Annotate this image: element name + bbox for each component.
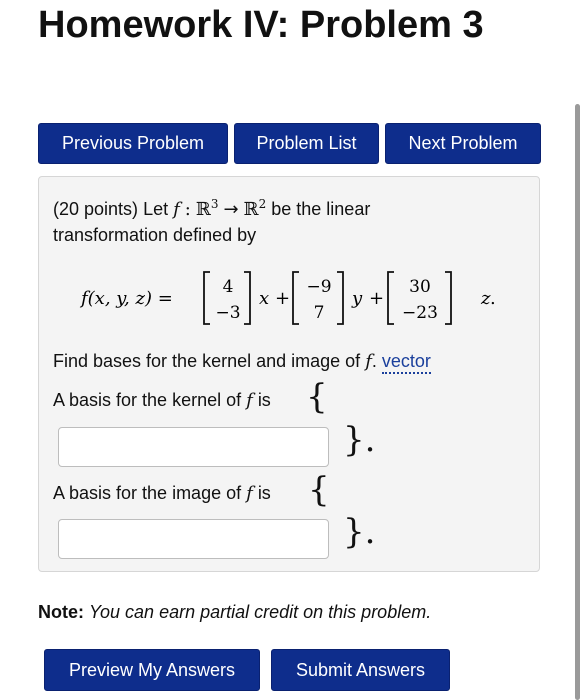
kernel-close-brace: }.: [343, 420, 376, 460]
function-symbol: f: [173, 199, 180, 220]
problem-intro-line-2: transformation defined by: [53, 225, 257, 245]
image-label-text: A basis for the image of: [53, 483, 242, 503]
problem-list-button[interactable]: Problem List: [234, 123, 379, 164]
image-open-brace: {: [308, 470, 330, 510]
vector-2-variable: y: [352, 288, 363, 309]
image-basis-input[interactable]: [58, 519, 329, 559]
find-bases-text: Find bases for the kernel and image of: [53, 351, 361, 371]
transformation-formula: [39, 262, 539, 332]
find-bases-instruction: [53, 351, 431, 372]
page-title: Homework IV: Problem 3: [38, 4, 484, 46]
problem-points: (20 points): [53, 199, 139, 219]
codomain-set: ℝ$^2$: [243, 197, 267, 220]
image-function-symbol: f: [246, 483, 253, 504]
image-close-brace: }.: [343, 512, 376, 552]
vector-help-link[interactable]: vector: [382, 351, 431, 374]
find-function-symbol: f: [365, 351, 372, 372]
problem-intro-line-1: [53, 197, 370, 220]
arrow-symbol: →: [223, 199, 239, 220]
kernel-is-word: is: [257, 390, 271, 410]
note-label: Note:: [38, 602, 84, 622]
submit-answers-button[interactable]: Submit Answers: [271, 649, 450, 691]
formula-lhs: f(x, y, z) =: [81, 288, 173, 309]
formula-end-dot: .: [490, 288, 496, 309]
problem-panel: [38, 176, 540, 572]
domain-set: ℝ$^3$: [195, 197, 219, 220]
kernel-function-symbol: f: [246, 390, 253, 411]
let-word: Let: [143, 199, 169, 219]
vector-2-top: −9: [306, 277, 332, 297]
vector-3-left-bracket: [388, 272, 394, 324]
kernel-basis-input[interactable]: [58, 427, 329, 467]
scrollbar[interactable]: [575, 104, 580, 700]
note-text: You can earn partial credit on this problem.: [89, 602, 432, 622]
image-label: [53, 483, 271, 504]
partial-credit-note: [38, 602, 431, 623]
previous-problem-button[interactable]: Previous Problem: [38, 123, 228, 164]
vector-1-left-bracket: [204, 272, 210, 324]
vector-3-top: 30: [409, 277, 431, 297]
vector-2-right-bracket: [337, 272, 343, 324]
vector-2-bottom: 7: [313, 303, 325, 323]
vector-2-left-bracket: [293, 272, 299, 324]
vector-1-right-bracket: [244, 272, 250, 324]
vector-3-bottom: −23: [402, 303, 438, 323]
kernel-label: [53, 390, 271, 411]
image-is-word: is: [257, 483, 271, 503]
colon-symbol: :: [184, 199, 191, 220]
vector-1-top: 4: [222, 277, 234, 297]
vector-1-bottom: −3: [215, 303, 241, 323]
vector-3-right-bracket: [445, 272, 451, 324]
plus-sign-1: +: [275, 288, 291, 309]
preview-answers-button[interactable]: Preview My Answers: [44, 649, 260, 691]
next-problem-button[interactable]: Next Problem: [385, 123, 541, 164]
kernel-label-text: A basis for the kernel of: [53, 390, 242, 410]
vector-1-variable: x: [259, 288, 270, 309]
intro-tail: be the linear: [271, 199, 371, 219]
vector-3-variable: z: [481, 288, 491, 309]
find-dot: .: [371, 351, 377, 371]
kernel-open-brace: {: [306, 377, 328, 417]
plus-sign-2: +: [369, 288, 385, 309]
